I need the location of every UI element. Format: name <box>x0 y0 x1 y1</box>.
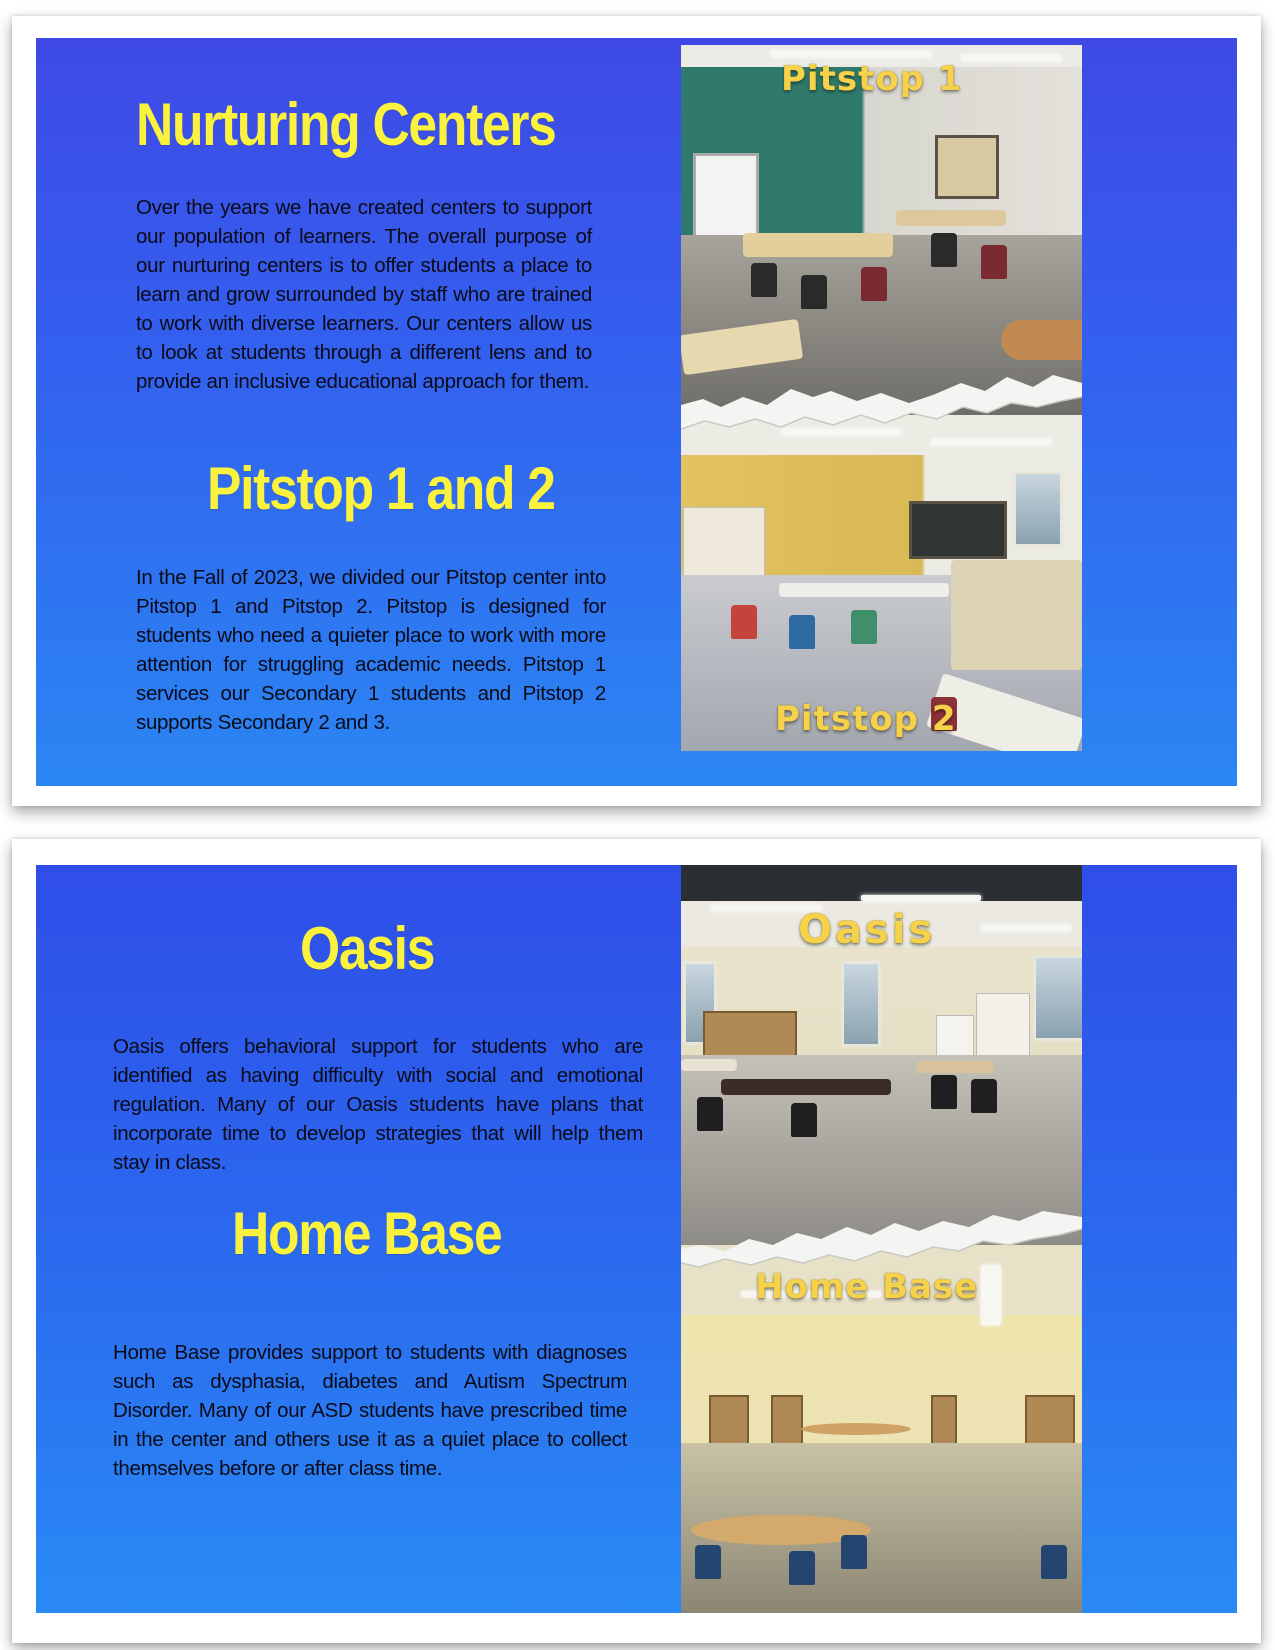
slide-background <box>36 865 1237 1613</box>
home-base-heading: Home Base <box>232 1200 502 1267</box>
home-base-label: Home Base <box>755 1267 979 1307</box>
home-base-paragraph: Home Base provides support to students with diagnoses such as dysphasia, diabetes and Autism Spectrum Disorder. Many of our ASD students have prescribed time in the center and others use it as a quiet place to collect themselves before or after class time. <box>113 1341 627 1480</box>
torn-paper-divider <box>681 367 1082 437</box>
pitstop-2-label: Pitstop 2 <box>775 699 957 739</box>
torn-paper-divider <box>681 1205 1082 1275</box>
pitstop-paragraph: In the Fall of 2023, we divided our Pitstop center into Pitstop 1 and Pitstop 2. Pitstop is designed for students who need a quieter place to work with more attention for struggling academic needs. Pitstop 1 services our Secondary 1 students and Pitstop 2 supports Secondary 2 and 3. <box>136 566 606 734</box>
oasis-paragraph: Oasis offers behavioral support for students who are identified as having difficulty with social and emotional regulation. Many of our Oasis students have plans that incorporate time to develop strategies that will help them stay in class. <box>113 1035 643 1174</box>
oasis-label: Oasis <box>798 907 936 953</box>
slide-oasis-home-base <box>12 839 1261 1643</box>
pitstop-heading: Pitstop 1 and 2 <box>207 455 555 522</box>
pitstop-1-label: Pitstop 1 <box>781 59 963 99</box>
slide-background <box>36 38 1237 786</box>
pitstop-photo-collage <box>681 45 1082 751</box>
oasis-home-base-photo-collage <box>681 865 1082 1613</box>
slide-nurturing-centers <box>12 16 1261 806</box>
intro-paragraph: Over the years we have created centers to support our population of learners. The overall purpose of our nurturing centers is to offer students a place to learn and grow surrounded by staff who are trained to work with diverse learners. Our centers allow us to look at students through a different lens and to provide an inclusive educational approach for them. <box>136 196 592 393</box>
pitstop-1-photo <box>681 45 1082 415</box>
slide-title: Nurturing Centers <box>136 91 556 158</box>
oasis-heading: Oasis <box>300 915 435 982</box>
